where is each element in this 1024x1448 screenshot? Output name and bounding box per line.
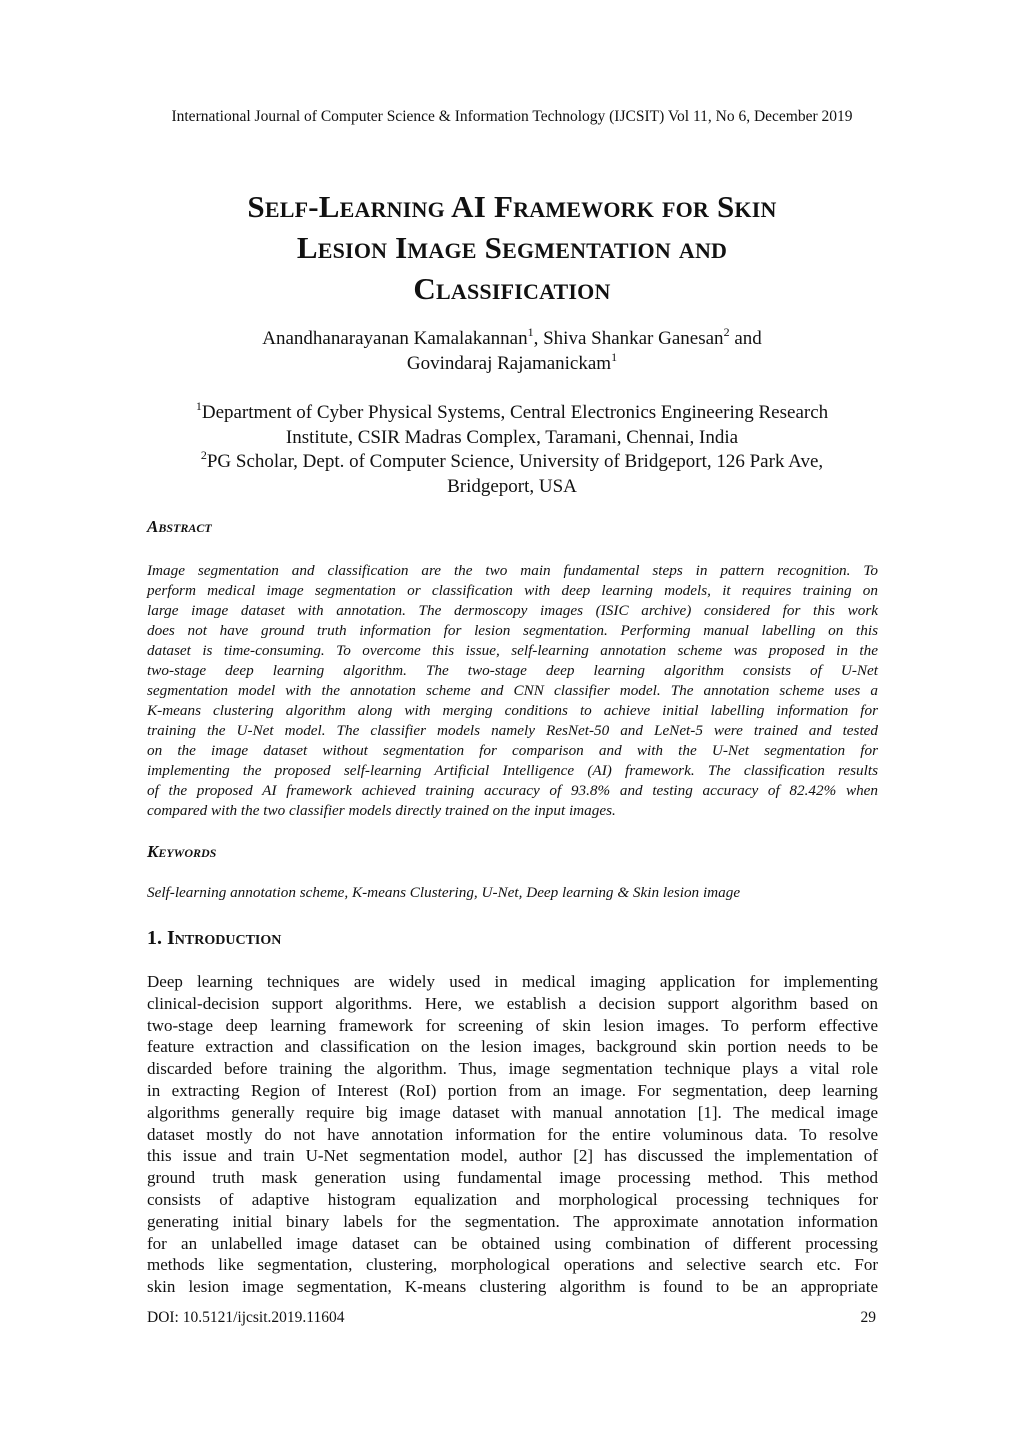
- abstract-line-last: compared with the two classifier models directly trained on the input images.: [147, 802, 616, 819]
- intro-line: consists of adaptive histogram equalization and morphological processing techniques for: [147, 1189, 878, 1209]
- affiliation-text: PG Scholar, Dept. of Computer Science, University of Bridgeport, 126 Park Ave,: [206, 451, 824, 472]
- intro-line: two-stage deep learning framework for screening of skin lesion images. To perform effective: [147, 1015, 878, 1035]
- title-line: Classification: [413, 271, 611, 306]
- intro-line: clinical-decision support algorithms. Here, we establish a decision support algorithm based on: [147, 993, 878, 1013]
- author-line-2: [112, 351, 912, 376]
- author-separator: ,: [533, 328, 544, 349]
- doi: DOI: 10.5121/ijcsit.2019.11604: [147, 1309, 345, 1326]
- intro-line: this issue and train U-Net segmentation model, author [2] has discussed the implementation of: [147, 1146, 878, 1166]
- affiliations: [112, 398, 912, 499]
- author-separator: and: [729, 328, 762, 349]
- intro-line: ground truth mask generation using fundamental image processing method. This method: [147, 1168, 878, 1188]
- author-name: Govindaraj Rajamanickam: [406, 353, 612, 374]
- affiliation-text: Department of Cyber Physical Systems, Central Electronics Engineering Research: [201, 402, 829, 423]
- abstract-line: segmentation model with the annotation scheme and CNN classifier model. The annotation scheme uses a: [147, 682, 878, 699]
- affiliation-marker: 2: [723, 324, 730, 339]
- abstract-line: Image segmentation and classification are the two main fundamental steps in pattern recognition. To: [147, 562, 878, 579]
- abstract-body: [147, 561, 878, 821]
- affiliation-1-line-2: Institute, CSIR Madras Complex, Taramani, Chennai, India: [285, 426, 739, 448]
- title-line: Lesion Image Segmentation and: [296, 230, 728, 265]
- intro-line: Deep learning techniques are widely used in medical imaging application for implementing: [147, 972, 878, 991]
- abstract-line: perform medical image segmentation or classification with deep learning models, it requires training on: [147, 582, 878, 599]
- affiliation-marker: 2: [200, 447, 207, 462]
- intro-line: algorithms generally require big image dataset with manual annotation [1]. The medical image: [147, 1102, 878, 1122]
- introduction-heading: 1. Introduction: [147, 927, 282, 949]
- page-number: 29: [860, 1309, 876, 1326]
- author-list: [112, 326, 912, 376]
- abstract-heading: Abstract: [147, 517, 212, 536]
- intro-line: feature extraction and classification on the lesion images, background skin portion needs to be: [147, 1037, 878, 1057]
- paper-title: [112, 186, 912, 309]
- author-name: Shiva Shankar Ganesan: [543, 328, 724, 349]
- abstract-line: large image dataset with annotation. The dermoscopy images (ISIC archive) considered for this work: [147, 602, 878, 619]
- intro-line: skin lesion image segmentation, K-means clustering algorithm is found to be an appropriate: [147, 1277, 878, 1297]
- affiliation-1-line-1: [112, 398, 912, 426]
- introduction-body: [147, 971, 878, 1298]
- abstract-line: on the image dataset without segmentation for comparison and with the U-Net segmentation for: [147, 742, 878, 759]
- intro-line: in extracting Region of Interest (RoI) portion from an image. For segmentation, deep learning: [147, 1080, 878, 1100]
- abstract-line: does not have ground truth information for lesion segmentation. Performing manual labelling on this: [147, 622, 878, 639]
- abstract-line: two-stage deep learning algorithm. The two-stage deep learning algorithm consists of U-Net: [147, 662, 878, 679]
- affiliation-2-line-2: Bridgeport, USA: [447, 475, 577, 497]
- abstract-line: implementing the proposed self-learning Artificial Intelligence (AI) framework. The classification results: [147, 762, 878, 779]
- intro-line: dataset mostly do not have annotation information for the entire voluminous data. To resolve: [147, 1124, 878, 1144]
- intro-line: generating initial binary labels for the segmentation. The approximate annotation information: [147, 1211, 878, 1231]
- keywords-heading: Keywords: [147, 842, 217, 861]
- affiliation-marker: 1: [195, 398, 202, 413]
- abstract-line: K-means clustering algorithm along with merging conditions to achieve initial labelling information for: [147, 702, 878, 719]
- abstract-line: of the proposed AI framework achieved training accuracy of 93.8% and testing accuracy of 82.42% when: [147, 782, 878, 799]
- intro-line: methods like segmentation, clustering, morphological operations and selective search etc. For: [147, 1255, 878, 1275]
- running-header: International Journal of Computer Science & Information Technology (IJCSIT) Vol 11, No 6, December 2019: [171, 108, 853, 125]
- abstract-line: training the U-Net model. The classifier models namely ResNet-50 and LeNet-5 were trained and tested: [147, 722, 878, 739]
- keywords-text: Self-learning annotation scheme, K-means Clustering, U-Net, Deep learning & Skin lesion image: [147, 884, 741, 901]
- affiliation-marker: 1: [527, 324, 534, 339]
- affiliation-2-line-1: [112, 447, 912, 475]
- intro-line: discarded before training the algorithm. Thus, image segmentation technique plays a vital role: [147, 1059, 878, 1079]
- title-line: Self-Learning AI Framework for Skin: [247, 189, 777, 224]
- abstract-line: dataset is time-consuming. To overcome this issue, self-learning annotation scheme was proposed in the: [147, 642, 878, 659]
- intro-line: for an unlabelled image dataset can be obtained using combination of different processing: [147, 1233, 878, 1253]
- author-line-1: [112, 326, 912, 351]
- affiliation-marker: 1: [611, 349, 618, 364]
- author-name: Anandhanarayanan Kamalakannan: [262, 328, 528, 349]
